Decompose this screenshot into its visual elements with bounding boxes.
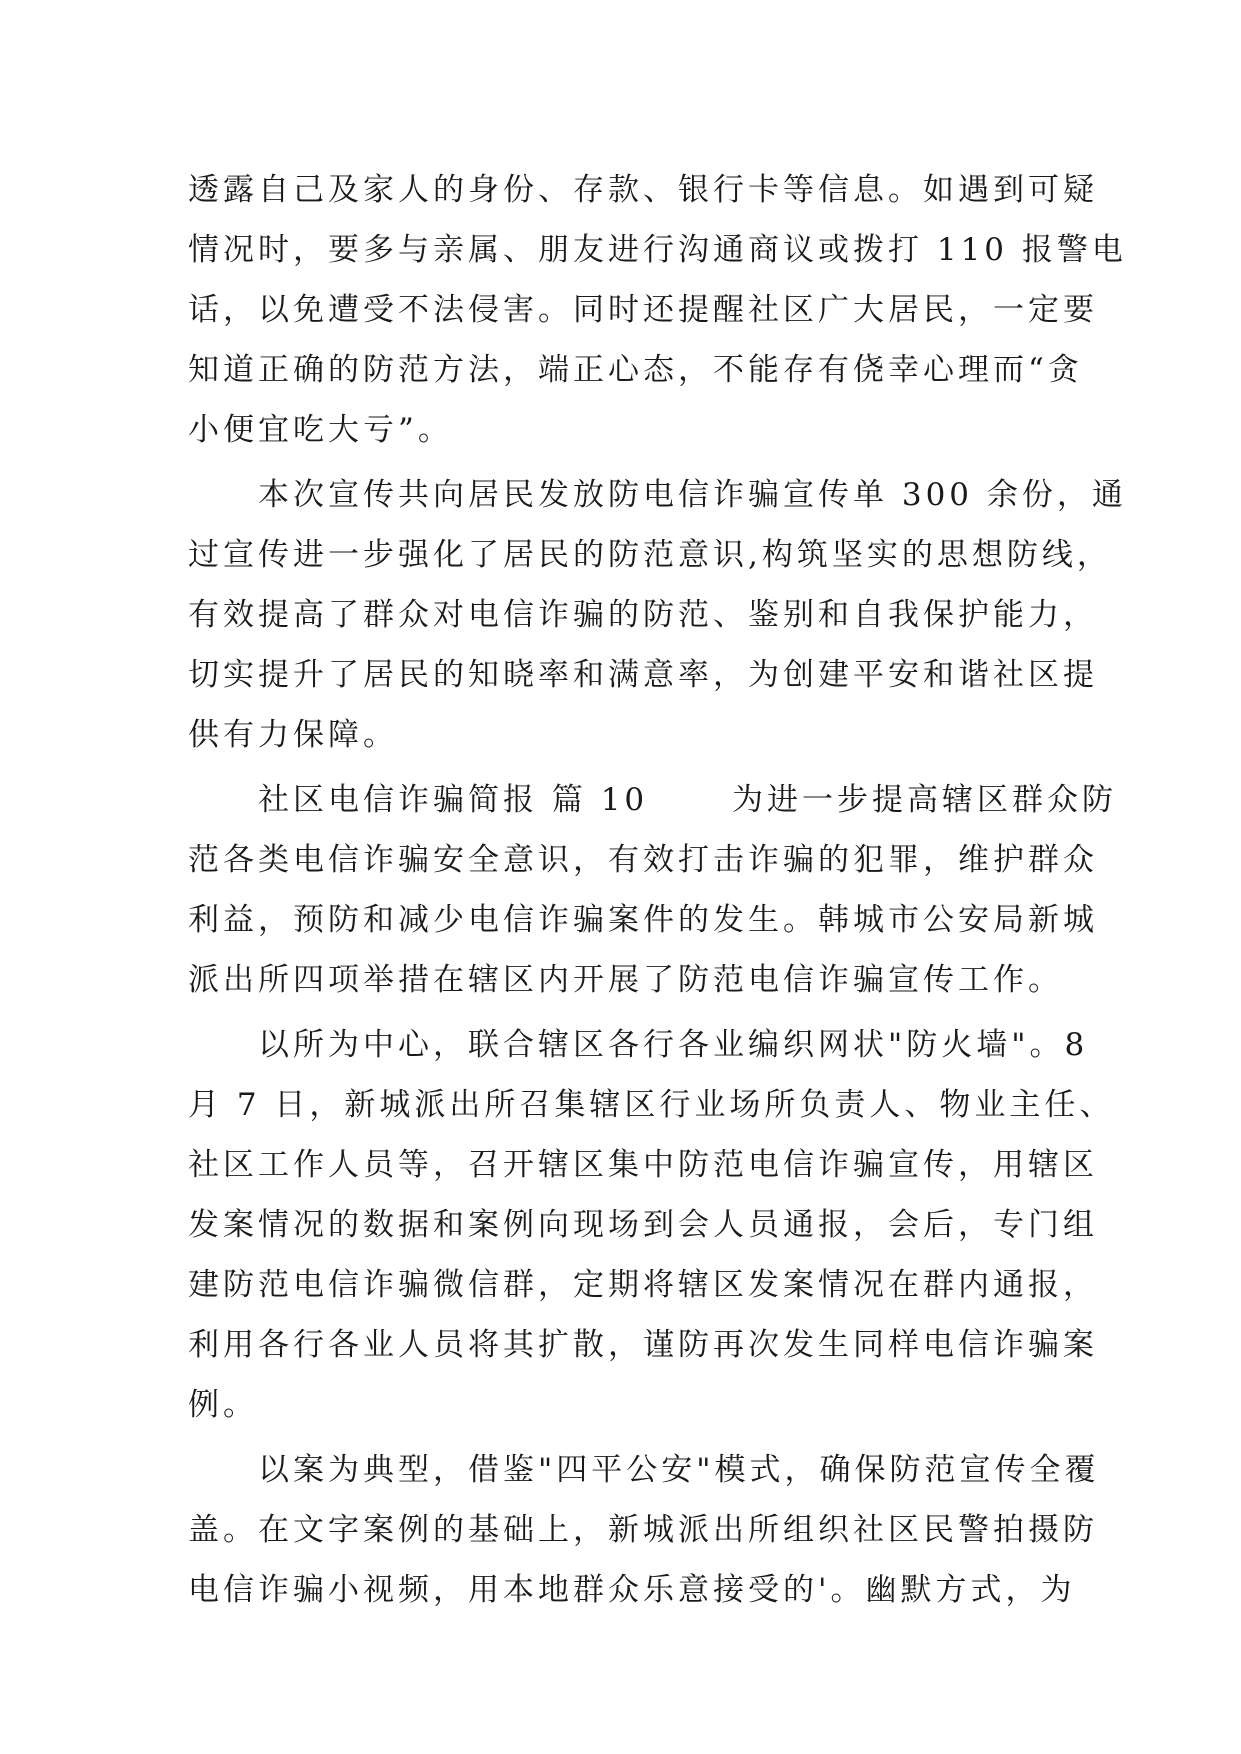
text-line: 利益，预防和减少电信诈骗案件的发生。韩城市公安局新城 xyxy=(188,902,1098,938)
text-line: 以案为典型，借鉴"四平公安"模式，确保防范宣传全覆 xyxy=(188,1452,1100,1488)
text-line: 电信诈骗小视频，用本地群众乐意接受的'。幽默方式，为 xyxy=(188,1572,1076,1608)
text-line: 以所为中心，联合辖区各行各业编织网状"防火墙"。8 xyxy=(188,1027,1089,1063)
text-line: 情况时，要多与亲属、朋友进行沟通商议或拨打 110 报警电 xyxy=(188,232,1127,268)
text-line: 月 7 日，新城派出所召集辖区行业场所负责人、物业主任、 xyxy=(188,1087,1115,1123)
text-line: 透露自己及家人的身份、存款、银行卡等信息。如遇到可疑 xyxy=(188,172,1098,208)
text-line: 本次宣传共向居民发放防电信诈骗宣传单 300 余份，通 xyxy=(188,477,1127,513)
text-line: 例。 xyxy=(188,1387,258,1423)
text-line: 切实提升了居民的知晓率和满意率，为创建平安和谐社区提 xyxy=(188,657,1098,693)
paragraph xyxy=(188,465,1127,765)
text-line: 社区工作人员等，召开辖区集中防范电信诈骗宣传，用辖区 xyxy=(188,1147,1098,1183)
text-line: 利用各行各业人员将其扩散，谨防再次发生同样电信诈骗案 xyxy=(188,1327,1098,1363)
text-line: 知道正确的防范方法，端正心态，不能存有侥幸心理而“贪 xyxy=(188,352,1083,388)
paragraph xyxy=(188,1015,1115,1435)
text-line: 过宣传进一步强化了居民的防范意识,构筑坚实的思想防线， xyxy=(188,537,1112,573)
text-line: 供有力保障。 xyxy=(188,717,398,753)
text-line: 有效提高了群众对电信诈骗的防范、鉴别和自我保护能力， xyxy=(188,597,1098,633)
paragraph xyxy=(188,160,1127,460)
text-line: 派出所四项举措在辖区内开展了防范电信诈骗宣传工作。 xyxy=(188,962,1063,998)
text-line: 小便宜吃大亏”。 xyxy=(188,412,453,448)
paragraph xyxy=(188,1440,1100,1620)
text-line: 发案情况的数据和案例向现场到会人员通报，会后，专门组 xyxy=(188,1207,1098,1243)
text-line: 盖。在文字案例的基础上，新城派出所组织社区民警拍摄防 xyxy=(188,1512,1098,1548)
text-line: 话，以免遭受不法侵害。同时还提醒社区广大居民，一定要 xyxy=(188,292,1098,328)
text-line: 建防范电信诈骗微信群，定期将辖区发案情况在群内通报， xyxy=(188,1267,1098,1303)
paragraph xyxy=(188,770,1118,1010)
text-line: 范各类电信诈骗安全意识，有效打击诈骗的犯罪，维护群众 xyxy=(188,842,1098,878)
document-body xyxy=(188,160,1127,1620)
text-line: 社区电信诈骗简报 篇 10 为进一步提高辖区群众防 xyxy=(188,782,1118,818)
